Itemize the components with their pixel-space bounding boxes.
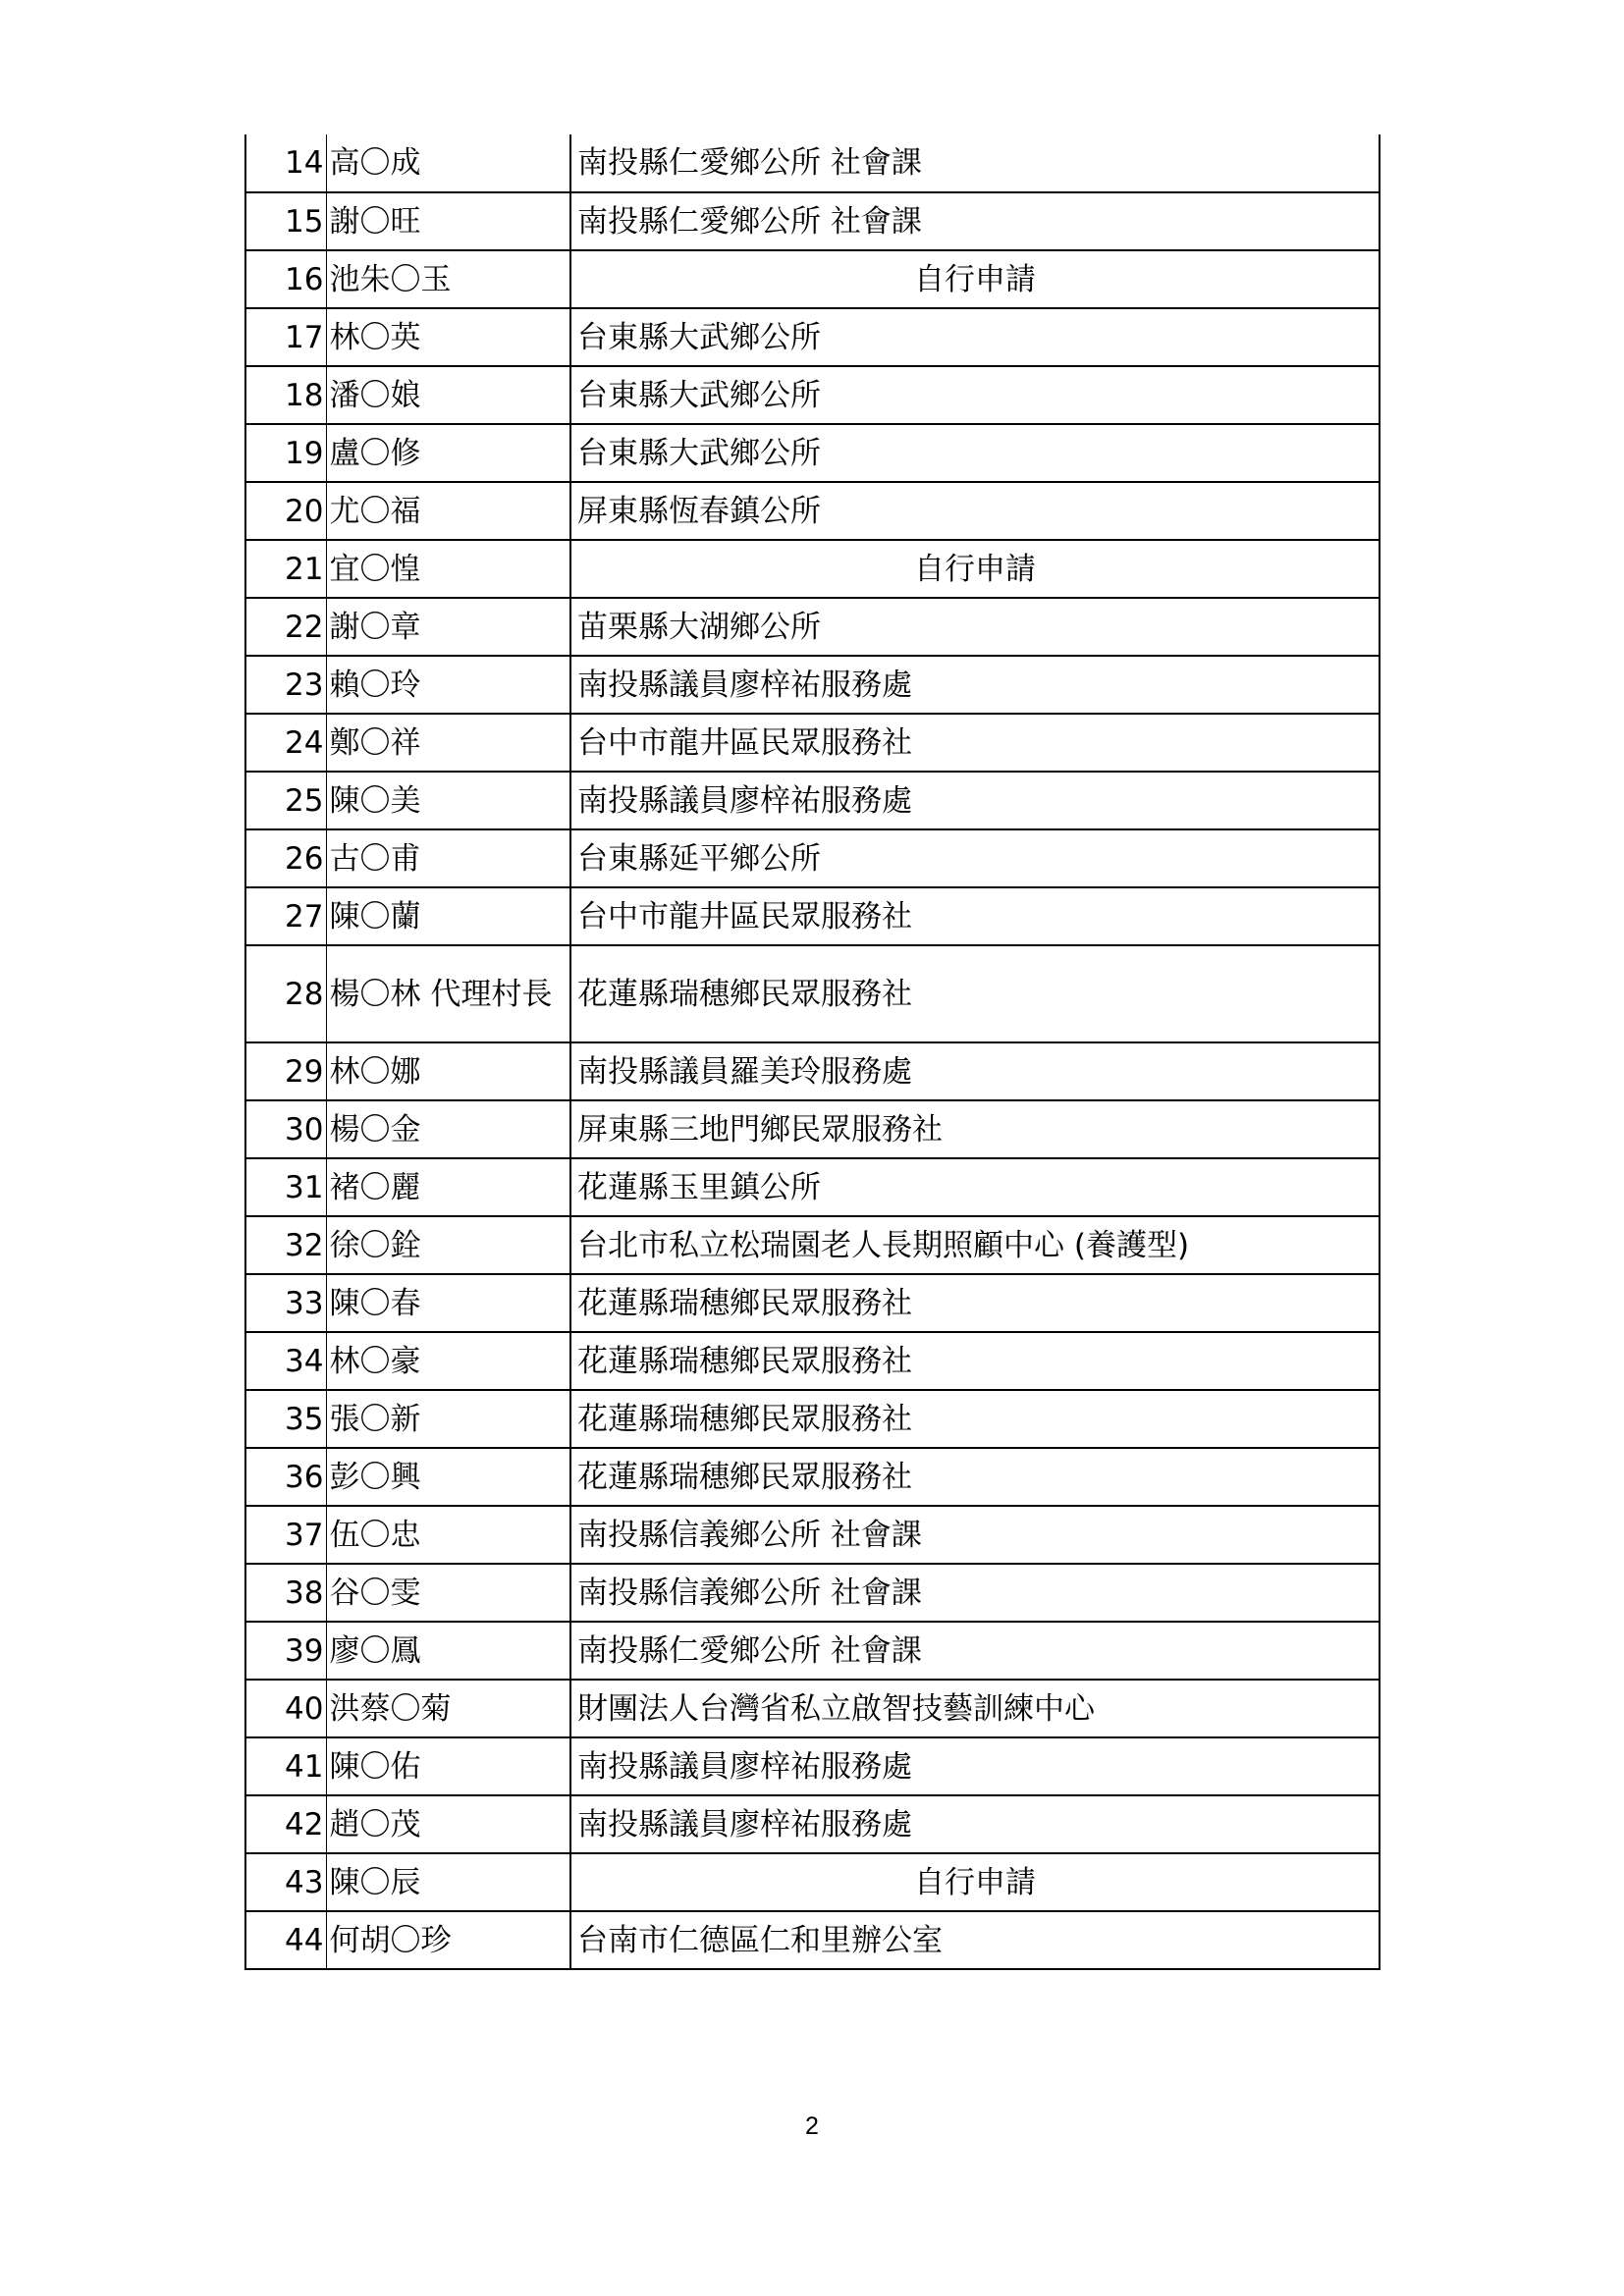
row-number: 14 [245,134,326,192]
referring-organization: 南投縣議員羅美玲服務處 [570,1042,1380,1100]
applicant-name: 伍〇忠 [326,1506,570,1564]
row-number: 18 [245,366,326,424]
applicant-name: 楊〇金 [326,1100,570,1158]
row-number: 19 [245,424,326,482]
applicant-name: 陳〇美 [326,772,570,829]
row-number: 41 [245,1737,326,1795]
referring-organization: 苗栗縣大湖鄉公所 [570,598,1380,656]
referring-organization: 南投縣議員廖梓祐服務處 [570,1795,1380,1853]
referring-organization: 台北市私立松瑞園老人長期照顧中心 (養護型) [570,1216,1380,1274]
table-row [245,945,1380,1042]
referring-organization: 自行申請 [570,1853,1380,1911]
referring-organization: 南投縣仁愛鄉公所 社會課 [570,134,1380,192]
table-row [245,366,1380,424]
referring-organization: 台中市龍井區民眾服務社 [570,887,1380,945]
table-row [245,598,1380,656]
applicant-name: 廖〇鳳 [326,1622,570,1680]
page-number: 2 [805,2112,819,2140]
row-number: 34 [245,1332,326,1390]
table-row [245,714,1380,772]
referring-organization: 台東縣大武鄉公所 [570,424,1380,482]
table-row [245,482,1380,540]
referring-organization: 南投縣議員廖梓祐服務處 [570,772,1380,829]
table-row [245,1448,1380,1506]
table-row [245,540,1380,598]
referring-organization: 花蓮縣瑞穗鄉民眾服務社 [570,1390,1380,1448]
applicant-name: 高〇成 [326,134,570,192]
row-number: 38 [245,1564,326,1622]
row-number: 26 [245,829,326,887]
row-number: 25 [245,772,326,829]
referring-organization: 台東縣大武鄉公所 [570,308,1380,366]
applicant-name: 洪蔡〇菊 [326,1680,570,1737]
applicant-name: 池朱〇玉 [326,250,570,308]
row-number: 17 [245,308,326,366]
applicant-name: 尤〇福 [326,482,570,540]
referring-organization: 花蓮縣瑞穗鄉民眾服務社 [570,1448,1380,1506]
referring-organization: 自行申請 [570,540,1380,598]
applicant-name: 古〇甫 [326,829,570,887]
applicant-table-body [245,134,1380,1969]
row-number: 43 [245,1853,326,1911]
referring-organization: 花蓮縣瑞穗鄉民眾服務社 [570,945,1380,1042]
referring-organization: 屏東縣三地門鄉民眾服務社 [570,1100,1380,1158]
row-number: 15 [245,192,326,250]
row-number: 32 [245,1216,326,1274]
applicant-name: 陳〇春 [326,1274,570,1332]
applicant-name: 盧〇修 [326,424,570,482]
table-row [245,1737,1380,1795]
applicant-name: 林〇豪 [326,1332,570,1390]
row-number: 30 [245,1100,326,1158]
applicant-name: 谷〇雯 [326,1564,570,1622]
applicant-name: 彭〇興 [326,1448,570,1506]
referring-organization: 財團法人台灣省私立啟智技藝訓練中心 [570,1680,1380,1737]
table-row [245,1564,1380,1622]
applicant-name: 楊〇林 代理村長 [326,945,570,1042]
referring-organization: 台東縣大武鄉公所 [570,366,1380,424]
table-row [245,1390,1380,1448]
row-number: 29 [245,1042,326,1100]
applicant-name: 陳〇辰 [326,1853,570,1911]
table-row [245,134,1380,192]
table-row [245,192,1380,250]
table-row [245,1216,1380,1274]
row-number: 36 [245,1448,326,1506]
applicant-name: 林〇娜 [326,1042,570,1100]
applicant-name: 潘〇娘 [326,366,570,424]
table-row [245,772,1380,829]
referring-organization: 台中市龍井區民眾服務社 [570,714,1380,772]
row-number: 40 [245,1680,326,1737]
table-row [245,308,1380,366]
referring-organization: 南投縣議員廖梓祐服務處 [570,1737,1380,1795]
table-row [245,829,1380,887]
row-number: 37 [245,1506,326,1564]
row-number: 31 [245,1158,326,1216]
referring-organization: 花蓮縣玉里鎮公所 [570,1158,1380,1216]
applicant-name: 林〇英 [326,308,570,366]
table-row [245,1100,1380,1158]
row-number: 33 [245,1274,326,1332]
table-row [245,887,1380,945]
table-row [245,1332,1380,1390]
table-row [245,1911,1380,1969]
applicant-name: 宜〇惶 [326,540,570,598]
row-number: 44 [245,1911,326,1969]
referring-organization: 南投縣信義鄉公所 社會課 [570,1506,1380,1564]
applicant-name: 鄭〇祥 [326,714,570,772]
applicant-name: 陳〇佑 [326,1737,570,1795]
referring-organization: 自行申請 [570,250,1380,308]
row-number: 42 [245,1795,326,1853]
applicant-name: 何胡〇珍 [326,1911,570,1969]
referring-organization: 花蓮縣瑞穗鄉民眾服務社 [570,1274,1380,1332]
row-number: 39 [245,1622,326,1680]
table-row [245,1506,1380,1564]
table-row [245,1680,1380,1737]
row-number: 24 [245,714,326,772]
referring-organization: 台南市仁德區仁和里辦公室 [570,1911,1380,1969]
row-number: 28 [245,945,326,1042]
applicant-table [244,134,1380,1970]
table-row [245,656,1380,714]
referring-organization: 南投縣議員廖梓祐服務處 [570,656,1380,714]
applicant-name: 趙〇茂 [326,1795,570,1853]
table-row [245,1274,1380,1332]
table-row [245,1795,1380,1853]
row-number: 16 [245,250,326,308]
row-number: 20 [245,482,326,540]
applicant-name: 張〇新 [326,1390,570,1448]
table-row [245,1042,1380,1100]
row-number: 21 [245,540,326,598]
referring-organization: 台東縣延平鄉公所 [570,829,1380,887]
applicant-name: 謝〇章 [326,598,570,656]
table-row [245,1158,1380,1216]
applicant-name: 褚〇麗 [326,1158,570,1216]
referring-organization: 花蓮縣瑞穗鄉民眾服務社 [570,1332,1380,1390]
applicant-name: 徐〇銓 [326,1216,570,1274]
row-number: 22 [245,598,326,656]
table-row [245,1622,1380,1680]
table-row [245,250,1380,308]
row-number: 27 [245,887,326,945]
referring-organization: 屏東縣恆春鎮公所 [570,482,1380,540]
applicant-name: 陳〇蘭 [326,887,570,945]
referring-organization: 南投縣仁愛鄉公所 社會課 [570,192,1380,250]
applicant-name: 謝〇旺 [326,192,570,250]
referring-organization: 南投縣仁愛鄉公所 社會課 [570,1622,1380,1680]
table-row [245,424,1380,482]
referring-organization: 南投縣信義鄉公所 社會課 [570,1564,1380,1622]
row-number: 35 [245,1390,326,1448]
applicant-name: 賴〇玲 [326,656,570,714]
row-number: 23 [245,656,326,714]
table-row [245,1853,1380,1911]
